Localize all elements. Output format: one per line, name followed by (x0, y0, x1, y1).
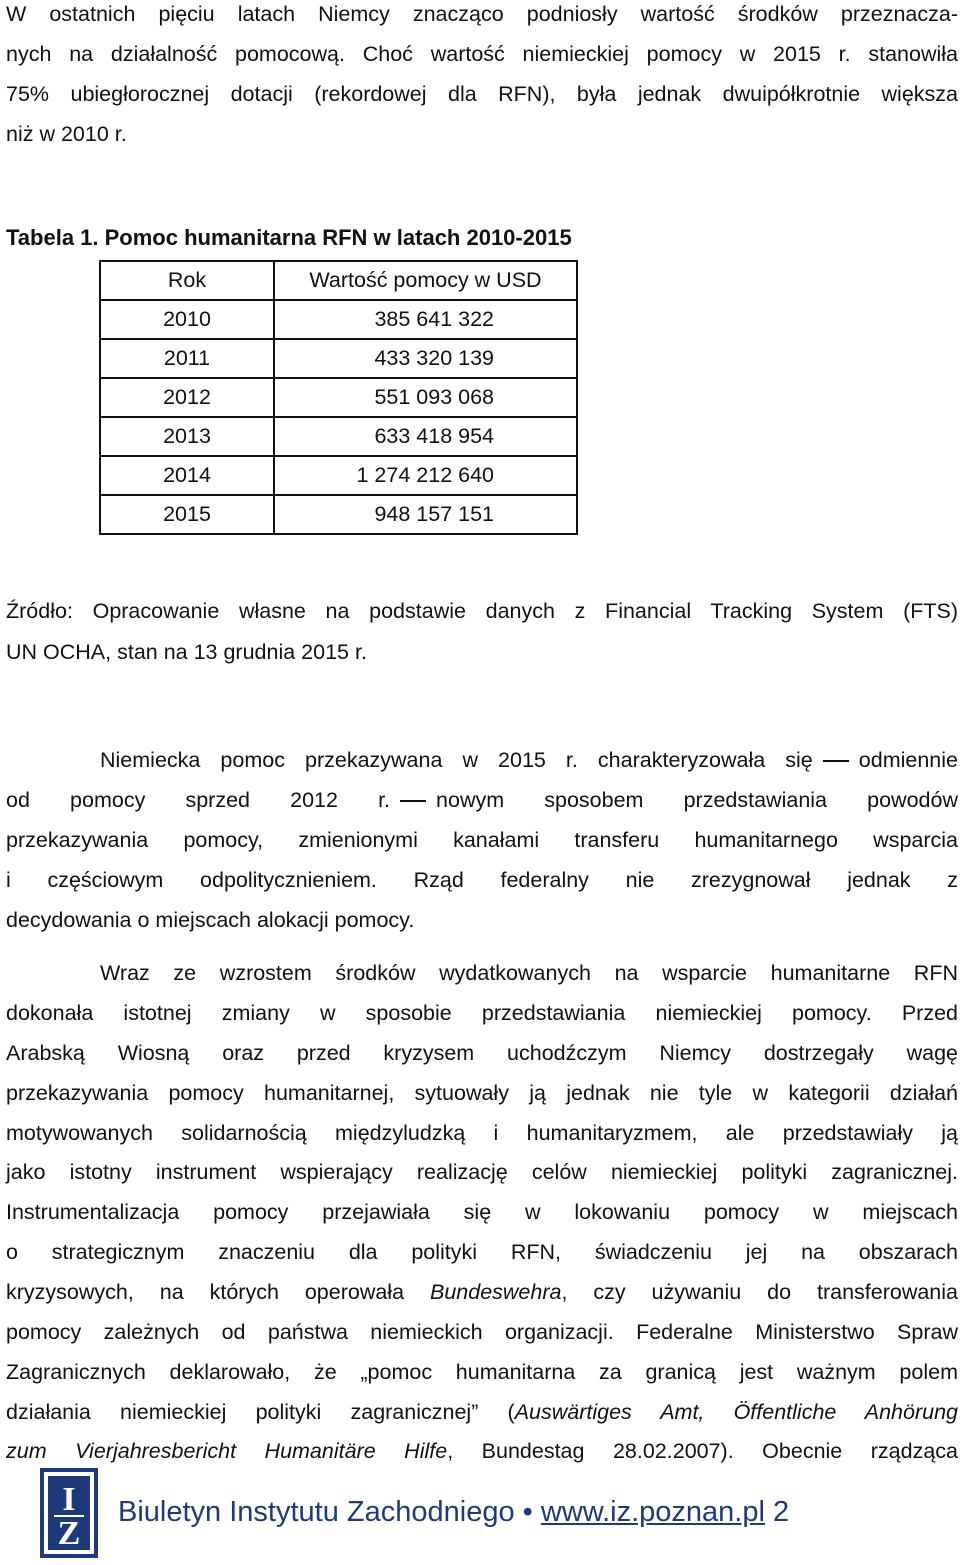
para2-line-1: Wraz ze wzrostem środków wydatkowanych na wsparcie humanitarne RFN (100, 961, 958, 985)
para2-line-13: zum Vierjahresbericht Humanitäre Hilfe, Bundestag 28.02.2007). Obecnie rządząca (6, 1439, 958, 1463)
intro-line-3: 75% ubiegłorocznej dotacji (rekordowej dla RFN), była jednak dwuipółkrotnie większa (6, 82, 958, 106)
value-cell: 385 641 322 (274, 300, 577, 339)
para1-line-5: decydowania o miejscach alokacji pomocy. (6, 908, 415, 932)
para2-line-11: Zagranicznych deklarowało, że „pomoc humanitarna za granicą jest ważnym polem (6, 1360, 958, 1384)
year-cell: 2010 (100, 300, 274, 339)
aid-table (99, 260, 578, 535)
year-cell: 2014 (100, 456, 274, 495)
table-row (100, 495, 577, 534)
year-cell: 2012 (100, 378, 274, 417)
svg-text:I: I (62, 1481, 76, 1518)
para2-line-2: dokonała istotnej zmiany w sposobie przedstawiania niemieckiej pomocy. Przed (6, 1001, 958, 1025)
year-cell: 2013 (100, 417, 274, 456)
para2-line-8: o strategicznym znaczeniu dla polityki RFN, świadczeniu jej na obszarach (6, 1240, 958, 1264)
value-cell: 551 093 068 (274, 378, 577, 417)
value-cell: 1 274 212 640 (274, 456, 577, 495)
intro-line-4: niż w 2010 r. (6, 122, 127, 146)
para1-line-1: Niemiecka pomoc przekazywana w 2015 r. charakteryzowała się odmiennie (100, 748, 958, 772)
table-row (100, 378, 577, 417)
source-line-2: UN OCHA, stan na 13 grudnia 2015 r. (6, 640, 367, 664)
publication-title: Biuletyn Instytutu Zachodniego (118, 1496, 515, 1528)
em-dash (823, 760, 849, 762)
year-cell: 2011 (100, 339, 274, 378)
table-row (100, 339, 577, 378)
para2-line-12: działania niemieckiej polityki zagranicznej” (Auswärtiges Amt, Öffentliche Anhörung (6, 1400, 958, 1424)
para2-line-10: pomocy zależnych od państwa niemieckich organizacji. Federalne Ministerstwo Spraw (6, 1320, 958, 1344)
table-row (100, 300, 577, 339)
svg-text:Z: Z (57, 1515, 81, 1552)
source-line-1: Źródło: Opracowanie własne na podstawie danych z Financial Tracking System (FTS) (6, 599, 958, 623)
table-row (100, 456, 577, 495)
bullet-separator: • (522, 1496, 533, 1528)
page-number: 2 (773, 1496, 790, 1528)
para2-line-9: kryzysowych, na których operowała Bundeswehra, czy używaniu do transferowania (6, 1280, 958, 1304)
value-cell: 948 157 151 (274, 495, 577, 534)
table-row (100, 417, 577, 456)
intro-line-1: W ostatnich pięciu latach Niemcy znacząco podniosły wartość środków przeznacza- (6, 2, 958, 26)
para2-line-7: Instrumentalizacja pomocy przejawiała się w lokowaniu pomocy w miejscach (6, 1200, 958, 1224)
value-cell: 433 320 139 (274, 339, 577, 378)
website-link[interactable]: www.iz.poznan.pl (540, 1496, 765, 1528)
para2-line-6: jako istotny instrument wspierający realizację celów niemieckiej polityki zagranicznej. (6, 1160, 958, 1184)
page-footer (40, 1468, 940, 1565)
column-header-year: Rok (100, 261, 274, 300)
para2-line-4: przekazywania pomocy humanitarnej, sytuowały ją jednak nie tyle w kategorii działań (6, 1081, 958, 1105)
em-dash (400, 800, 426, 802)
para2-line-3: Arabską Wiosną oraz przed kryzysem uchodźczym Niemcy dostrzegały wagę (6, 1041, 958, 1065)
table-caption: Tabela 1. Pomoc humanitarna RFN w latach 2010-2015 (6, 225, 572, 250)
para1-line-2: od pomocy sprzed 2012 r. nowym sposobem przedstawiania powodów (6, 788, 958, 812)
year-cell: 2015 (100, 495, 274, 534)
para1-line-4: i częściowym odpolitycznieniem. Rząd federalny nie zrezygnował jednak z (6, 868, 958, 892)
table-header-row (100, 261, 577, 300)
column-header-value: Wartość pomocy w USD (274, 261, 577, 300)
value-cell: 633 418 954 (274, 417, 577, 456)
para1-line-3: przekazywania pomocy, zmienionymi kanałami transferu humanitarnego wsparcia (6, 828, 958, 852)
para2-line-5: motywowanych solidarnością międzyludzką i humanitaryzmem, ale przedstawiały ją (6, 1121, 958, 1145)
intro-line-2: nych na działalność pomocową. Choć wartość niemieckiej pomocy w 2015 r. stanowiła (6, 42, 958, 66)
institute-logo (40, 1468, 98, 1558)
footer-text (118, 1496, 789, 1529)
